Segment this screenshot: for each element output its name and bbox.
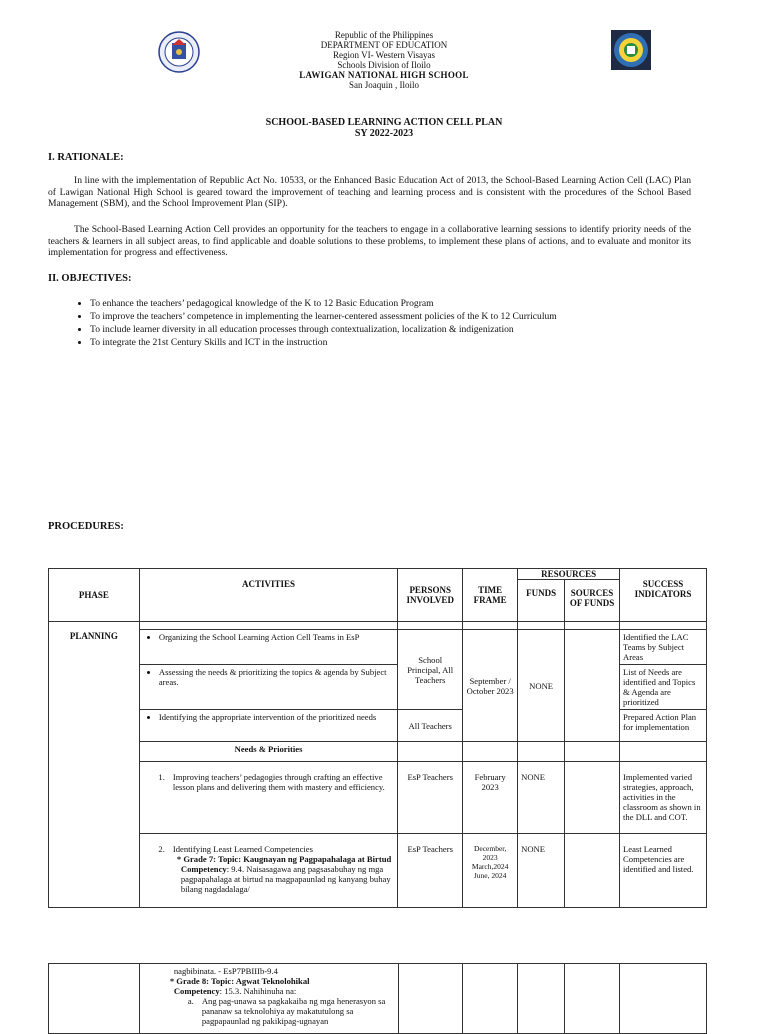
- header-line-deped: DEPARTMENT OF EDUCATION: [320, 40, 448, 50]
- col-header-sources: SOURCES OF FUNDS: [565, 580, 620, 622]
- objectives-heading: II. OBJECTIVES:: [48, 273, 132, 284]
- needs-priorities-heading: Needs & Priorities: [139, 742, 397, 762]
- grade8-item-a: [170, 996, 395, 1026]
- need-text: Identifying Least Learned Competencies: [172, 844, 313, 854]
- competency-label: Competency: [180, 864, 227, 874]
- header-line-region: Region VI- Western Visayas: [333, 50, 435, 60]
- objective-item: • To include learner diversity in all education processes through contextualization, localization & indigenization: [90, 323, 730, 336]
- objective-item: • To improve the teachers’ competence in implementing the learner-centered assessment policies of the K to 12 Curriculum: [90, 310, 730, 323]
- item-text: Ang pag-unawa sa pagkakaiba ng mga henerasyon sa pananaw sa teknolohiya ay makatutulong sa pagpapaunlad ng pakikipag-ugnayan: [201, 996, 386, 1026]
- phase-planning: PLANNING: [49, 622, 140, 908]
- title-school-year: SY 2022-2023: [354, 128, 414, 139]
- grade7-competency: [143, 864, 394, 894]
- col-header-time: TIME FRAME: [463, 569, 518, 622]
- rationale-paragraph-2: The School-Based Learning Action Cell provides an opportunity for the teachers to engage in a collaborative learning sessions to identify priority needs of the teachers & learners in all subject areas, to find applicable and doable solutions to these problems, to implement these plans of actions, and to evaluate and monitor its implementation for progress and effectiveness.: [48, 224, 691, 258]
- need-1-persons: EsP Teachers: [398, 762, 463, 834]
- need-1-time: February 2023: [463, 762, 518, 834]
- success-action-plan: Prepared Action Plan for implementation: [620, 710, 707, 742]
- grade8-competency: [170, 986, 395, 996]
- need-2-time: December, 2023 March,2024 June, 2024: [463, 834, 518, 908]
- need-text: Improving teachers’ pedagogies through crafting an effective lesson plans and delivering them with mastery and efficiency.: [172, 772, 385, 792]
- title-main: SCHOOL-BASED LEARNING ACTION CELL PLAN: [265, 117, 503, 128]
- success-lac-teams: Identified the LAC Teams by Subject Areas: [620, 630, 707, 665]
- item-letter: a.: [187, 996, 194, 1006]
- need-2-persons: EsP Teachers: [398, 834, 463, 908]
- document-header: [0, 30, 768, 90]
- need-row-2: [139, 834, 397, 908]
- col-header-resources: RESOURCES: [518, 569, 620, 580]
- competency-label: Competency: [173, 986, 220, 996]
- success-needs-identified: List of Needs are identified and Topics & Agenda are prioritized: [620, 665, 707, 710]
- objective-item: • To enhance the teachers’ pedagogical knowledge of the K to 12 Basic Education Program: [90, 297, 730, 310]
- need-1-funds: NONE: [518, 762, 565, 834]
- need-number: 2.: [158, 844, 165, 854]
- time-sept-oct: September / October 2023: [463, 630, 518, 742]
- persons-principal-teachers: School Principal, All Teachers: [398, 630, 463, 710]
- col-header-persons: PERSONS INVOLVED: [398, 569, 463, 622]
- activity-intervention: • Identifying the appropriate intervention of the prioritized needs: [159, 712, 394, 722]
- col-header-phase: PHASE: [49, 569, 140, 622]
- continued-activity: [139, 964, 398, 1034]
- procedures-heading: PROCEDURES:: [48, 521, 124, 532]
- funds-none: NONE: [518, 630, 565, 742]
- header-school-name: LAWIGAN NATIONAL HIGH SCHOOL: [299, 70, 469, 80]
- header-address: San Joaquin , Iloilo: [349, 80, 419, 90]
- lac-plan-table-continued: [48, 963, 707, 1034]
- document-title: [0, 117, 768, 139]
- col-header-success: SUCCESS INDICATORS: [620, 569, 707, 622]
- need-number: 1.: [158, 772, 165, 782]
- header-line-republic: Republic of the Philippines: [334, 30, 434, 40]
- grade7-topic-text: Grade 7: Topic: Kaugnayan ng Pagpapahalaga at Birtud: [183, 854, 392, 864]
- persons-all-teachers: All Teachers: [398, 710, 463, 742]
- competency-text: : 9.4. Naisasagawa ang pagsasabuhay ng mga pagpapahalaga at birtud na magpapaunlad ng kanyang buhay bilang nagdadalaga/: [180, 864, 391, 894]
- competency-text: : 15.3. Nahihinuha na:: [219, 986, 297, 996]
- header-line-division: Schools Division of Iloilo: [337, 60, 431, 70]
- objectives-list: [62, 297, 730, 349]
- lac-plan-table: [48, 568, 707, 908]
- col-header-activities: ACTIVITIES: [139, 569, 397, 622]
- col-header-funds: FUNDS: [518, 580, 565, 622]
- activity-row: [139, 630, 397, 665]
- grade8-topic-text: Grade 8: Topic: Agwat Teknolohikal: [176, 976, 310, 986]
- need-2-funds: NONE: [518, 834, 565, 908]
- need-2-success: Least Learned Competencies are identified and listed.: [620, 834, 707, 908]
- grade8-topic: * Grade 8: Topic: Agwat Teknolohikal: [169, 976, 310, 986]
- need-row-1: [139, 762, 397, 834]
- competency-continued: nagbibinata. - EsP7PBIIIb-9.4: [173, 966, 278, 976]
- objective-item: • To integrate the 21st Century Skills and ICT in the instruction: [90, 336, 730, 349]
- rationale-paragraph-1: In line with the implementation of Republic Act No. 10533, or the Enhanced Basic Education Act of 2013, the School-Based Learning Action Cell (LAC) Plan of Lawigan National High School is geared toward the improvement of teaching and learning process and is consistent with the procedures of the School Based Management (SBM), and the School Improvement Plan (SIP).: [48, 175, 691, 209]
- activity-organizing: • Organizing the School Learning Action Cell Teams in EsP: [159, 632, 394, 642]
- activity-row: [139, 710, 397, 742]
- grade7-topic: * Grade 7: Topic: Kaugnayan ng Pagpapahalaga at Birtud: [176, 854, 392, 864]
- activity-row: [139, 665, 397, 710]
- activity-assessing: • Assessing the needs & prioritizing the topics & agenda by Subject areas.: [159, 667, 394, 687]
- rationale-heading: I. RATIONALE:: [48, 152, 124, 163]
- need-1-success: Implemented varied strategies, approach, activities in the classroom as shown in the DLL and COT.: [620, 762, 707, 834]
